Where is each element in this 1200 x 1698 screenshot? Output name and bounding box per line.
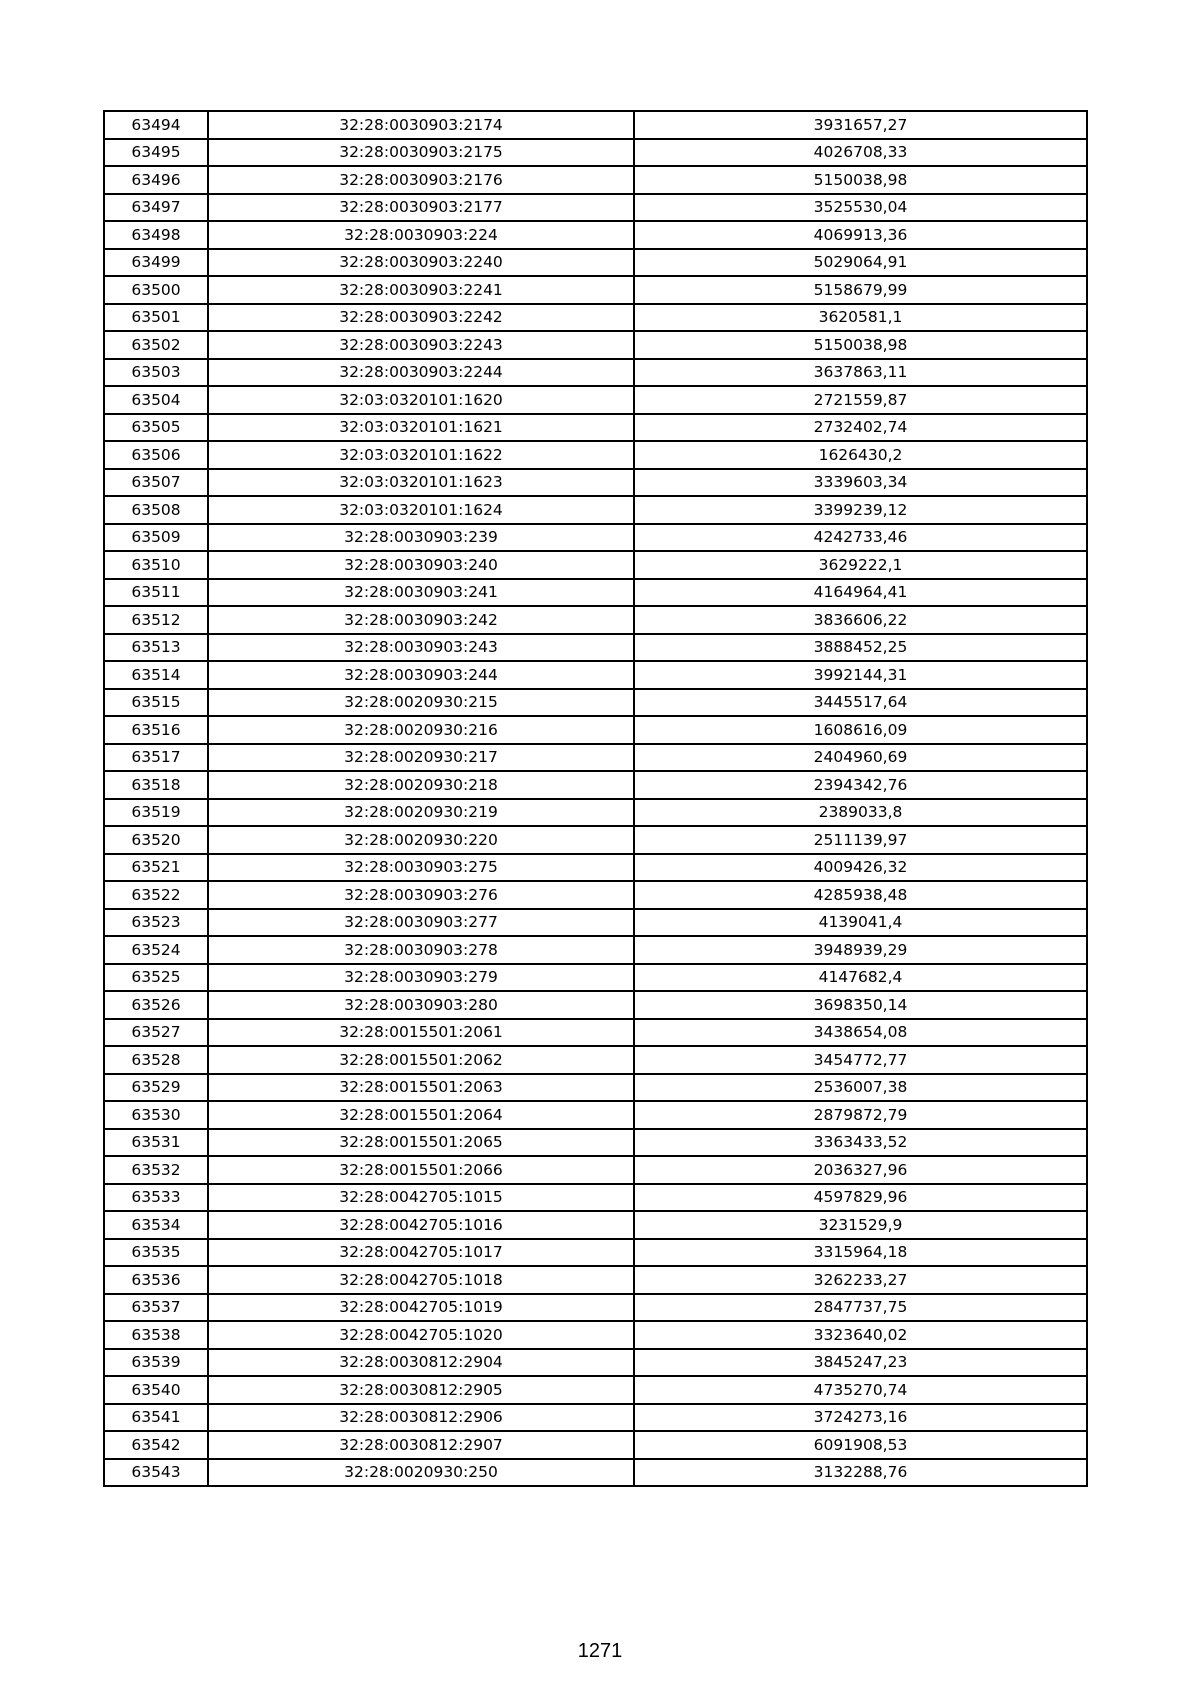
value-cell: 3992144,31 (634, 661, 1087, 689)
value-cell: 3888452,25 (634, 634, 1087, 662)
value-cell: 3262233,27 (634, 1266, 1087, 1294)
page-number: 1271 (577, 1640, 623, 1662)
row-number-cell: 63501 (104, 304, 208, 332)
row-number-cell: 63516 (104, 716, 208, 744)
cadastral-number-cell: 32:28:0030903:280 (208, 991, 634, 1019)
cadastral-number-cell: 32:28:0030903:243 (208, 634, 634, 662)
value-cell: 3845247,23 (634, 1349, 1087, 1377)
table-body (104, 111, 1087, 1486)
table-row (104, 139, 1087, 167)
value-cell: 3339603,34 (634, 469, 1087, 497)
cadastral-number-cell: 32:03:0320101:1622 (208, 441, 634, 469)
row-number-cell: 63519 (104, 799, 208, 827)
table-row (104, 1156, 1087, 1184)
row-number-cell: 63511 (104, 579, 208, 607)
row-number-cell: 63524 (104, 936, 208, 964)
cadastral-number-cell: 32:28:0030903:239 (208, 524, 634, 552)
cadastral-number-cell: 32:28:0042705:1018 (208, 1266, 634, 1294)
cadastral-number-cell: 32:28:0030903:2240 (208, 249, 634, 277)
row-number-cell: 63532 (104, 1156, 208, 1184)
row-number-cell: 63536 (104, 1266, 208, 1294)
row-number-cell: 63507 (104, 469, 208, 497)
row-number-cell: 63522 (104, 881, 208, 909)
value-cell: 3454772,77 (634, 1046, 1087, 1074)
value-cell: 2847737,75 (634, 1294, 1087, 1322)
table-row (104, 716, 1087, 744)
table-row (104, 249, 1087, 277)
cadastral-number-cell: 32:28:0030903:244 (208, 661, 634, 689)
table-row (104, 359, 1087, 387)
value-cell: 4147682,4 (634, 964, 1087, 992)
table-row (104, 524, 1087, 552)
value-cell: 4026708,33 (634, 139, 1087, 167)
cadastral-number-cell: 32:28:0030903:2176 (208, 166, 634, 194)
value-cell: 3724273,16 (634, 1404, 1087, 1432)
row-number-cell: 63504 (104, 386, 208, 414)
cadastral-number-cell: 32:28:0020930:217 (208, 744, 634, 772)
row-number-cell: 63530 (104, 1101, 208, 1129)
row-number-cell: 63528 (104, 1046, 208, 1074)
table-row (104, 1019, 1087, 1047)
table-row (104, 1266, 1087, 1294)
table-row (104, 1376, 1087, 1404)
value-cell: 3836606,22 (634, 606, 1087, 634)
value-cell: 1626430,2 (634, 441, 1087, 469)
table-row (104, 1431, 1087, 1459)
cadastral-number-cell: 32:28:0020930:215 (208, 689, 634, 717)
value-cell: 5150038,98 (634, 166, 1087, 194)
table-row (104, 194, 1087, 222)
row-number-cell: 63502 (104, 331, 208, 359)
row-number-cell: 63509 (104, 524, 208, 552)
cadastral-number-cell: 32:28:0020930:219 (208, 799, 634, 827)
table-row (104, 1074, 1087, 1102)
cadastral-number-cell: 32:28:0015501:2061 (208, 1019, 634, 1047)
table-row (104, 606, 1087, 634)
value-cell: 3525530,04 (634, 194, 1087, 222)
cadastral-number-cell: 32:03:0320101:1624 (208, 496, 634, 524)
cadastral-number-cell: 32:28:0042705:1016 (208, 1211, 634, 1239)
table-row (104, 826, 1087, 854)
row-number-cell: 63534 (104, 1211, 208, 1239)
cadastral-number-cell: 32:28:0030903:2175 (208, 139, 634, 167)
table-row (104, 661, 1087, 689)
value-cell: 2732402,74 (634, 414, 1087, 442)
cadastral-number-cell: 32:28:0030903:224 (208, 221, 634, 249)
cadastral-number-cell: 32:28:0030903:240 (208, 551, 634, 579)
row-number-cell: 63518 (104, 771, 208, 799)
row-number-cell: 63503 (104, 359, 208, 387)
cadastral-number-cell: 32:28:0030903:278 (208, 936, 634, 964)
cadastral-number-cell: 32:28:0020930:218 (208, 771, 634, 799)
row-number-cell: 63505 (104, 414, 208, 442)
cadastral-number-cell: 32:28:0030903:276 (208, 881, 634, 909)
data-table (103, 110, 1088, 1487)
value-cell: 3323640,02 (634, 1321, 1087, 1349)
table-row (104, 799, 1087, 827)
row-number-cell: 63508 (104, 496, 208, 524)
table-row (104, 331, 1087, 359)
row-number-cell: 63496 (104, 166, 208, 194)
table-row (104, 1184, 1087, 1212)
row-number-cell: 63541 (104, 1404, 208, 1432)
table-row (104, 881, 1087, 909)
table-row (104, 1404, 1087, 1432)
table-row (104, 1129, 1087, 1157)
row-number-cell: 63514 (104, 661, 208, 689)
cadastral-number-cell: 32:28:0015501:2064 (208, 1101, 634, 1129)
table-row (104, 551, 1087, 579)
table-row (104, 386, 1087, 414)
row-number-cell: 63494 (104, 111, 208, 139)
value-cell: 3132288,76 (634, 1459, 1087, 1487)
cadastral-number-cell: 32:28:0042705:1015 (208, 1184, 634, 1212)
value-cell: 2036327,96 (634, 1156, 1087, 1184)
row-number-cell: 63506 (104, 441, 208, 469)
cadastral-number-cell: 32:28:0030903:2243 (208, 331, 634, 359)
row-number-cell: 63533 (104, 1184, 208, 1212)
value-cell: 3629222,1 (634, 551, 1087, 579)
row-number-cell: 63526 (104, 991, 208, 1019)
value-cell: 3445517,64 (634, 689, 1087, 717)
cadastral-number-cell: 32:28:0030903:2174 (208, 111, 634, 139)
row-number-cell: 63510 (104, 551, 208, 579)
cadastral-number-cell: 32:28:0030903:241 (208, 579, 634, 607)
value-cell: 3620581,1 (634, 304, 1087, 332)
cadastral-number-cell: 32:28:0030903:2241 (208, 276, 634, 304)
cadastral-number-cell: 32:28:0030903:2242 (208, 304, 634, 332)
cadastral-number-cell: 32:28:0030903:2177 (208, 194, 634, 222)
value-cell: 4285938,48 (634, 881, 1087, 909)
value-cell: 4164964,41 (634, 579, 1087, 607)
value-cell: 3363433,52 (634, 1129, 1087, 1157)
row-number-cell: 63525 (104, 964, 208, 992)
table-row (104, 469, 1087, 497)
table-row (104, 1101, 1087, 1129)
row-number-cell: 63539 (104, 1349, 208, 1377)
row-number-cell: 63500 (104, 276, 208, 304)
table-row (104, 964, 1087, 992)
row-number-cell: 63531 (104, 1129, 208, 1157)
table-row (104, 991, 1087, 1019)
cadastral-number-cell: 32:28:0030812:2905 (208, 1376, 634, 1404)
table-row (104, 111, 1087, 139)
value-cell: 3315964,18 (634, 1239, 1087, 1267)
table-row (104, 1459, 1087, 1487)
table-row (104, 1046, 1087, 1074)
value-cell: 3438654,08 (634, 1019, 1087, 1047)
row-number-cell: 63538 (104, 1321, 208, 1349)
table-row (104, 744, 1087, 772)
row-number-cell: 63540 (104, 1376, 208, 1404)
row-number-cell: 63515 (104, 689, 208, 717)
row-number-cell: 63495 (104, 139, 208, 167)
value-cell: 3698350,14 (634, 991, 1087, 1019)
cadastral-number-cell: 32:28:0015501:2063 (208, 1074, 634, 1102)
cadastral-number-cell: 32:28:0042705:1017 (208, 1239, 634, 1267)
table-row (104, 1211, 1087, 1239)
row-number-cell: 63535 (104, 1239, 208, 1267)
value-cell: 5150038,98 (634, 331, 1087, 359)
value-cell: 4009426,32 (634, 854, 1087, 882)
row-number-cell: 63527 (104, 1019, 208, 1047)
value-cell: 2536007,38 (634, 1074, 1087, 1102)
cadastral-number-cell: 32:03:0320101:1620 (208, 386, 634, 414)
row-number-cell: 63542 (104, 1431, 208, 1459)
cadastral-number-cell: 32:28:0030812:2906 (208, 1404, 634, 1432)
cadastral-number-cell: 32:28:0015501:2066 (208, 1156, 634, 1184)
table-row (104, 304, 1087, 332)
value-cell: 3637863,11 (634, 359, 1087, 387)
table-row (104, 441, 1087, 469)
row-number-cell: 63498 (104, 221, 208, 249)
table-row (104, 221, 1087, 249)
cadastral-number-cell: 32:28:0015501:2065 (208, 1129, 634, 1157)
value-cell: 6091908,53 (634, 1431, 1087, 1459)
value-cell: 5158679,99 (634, 276, 1087, 304)
table-row (104, 496, 1087, 524)
value-cell: 2511139,97 (634, 826, 1087, 854)
table-row (104, 771, 1087, 799)
value-cell: 2394342,76 (634, 771, 1087, 799)
table-row (104, 634, 1087, 662)
row-number-cell: 63523 (104, 909, 208, 937)
cadastral-number-cell: 32:28:0042705:1020 (208, 1321, 634, 1349)
value-cell: 3399239,12 (634, 496, 1087, 524)
cadastral-number-cell: 32:28:0030903:277 (208, 909, 634, 937)
table-row (104, 414, 1087, 442)
row-number-cell: 63537 (104, 1294, 208, 1322)
value-cell: 4139041,4 (634, 909, 1087, 937)
cadastral-number-cell: 32:28:0020930:250 (208, 1459, 634, 1487)
cadastral-number-cell: 32:03:0320101:1623 (208, 469, 634, 497)
value-cell: 4242733,46 (634, 524, 1087, 552)
row-number-cell: 63497 (104, 194, 208, 222)
row-number-cell: 63543 (104, 1459, 208, 1487)
row-number-cell: 63512 (104, 606, 208, 634)
table-row (104, 1349, 1087, 1377)
cadastral-number-cell: 32:28:0030812:2904 (208, 1349, 634, 1377)
cadastral-number-cell: 32:03:0320101:1621 (208, 414, 634, 442)
cadastral-number-cell: 32:28:0030903:279 (208, 964, 634, 992)
row-number-cell: 63499 (104, 249, 208, 277)
value-cell: 1608616,09 (634, 716, 1087, 744)
cadastral-number-cell: 32:28:0030903:275 (208, 854, 634, 882)
value-cell: 4735270,74 (634, 1376, 1087, 1404)
value-cell: 2879872,79 (634, 1101, 1087, 1129)
cadastral-number-cell: 32:28:0030903:2244 (208, 359, 634, 387)
table-row (104, 854, 1087, 882)
value-cell: 3931657,27 (634, 111, 1087, 139)
row-number-cell: 63517 (104, 744, 208, 772)
table-row (104, 689, 1087, 717)
cadastral-number-cell: 32:28:0020930:220 (208, 826, 634, 854)
value-cell: 4069913,36 (634, 221, 1087, 249)
table-row (104, 276, 1087, 304)
row-number-cell: 63529 (104, 1074, 208, 1102)
table-row (104, 936, 1087, 964)
value-cell: 4597829,96 (634, 1184, 1087, 1212)
cadastral-number-cell: 32:28:0015501:2062 (208, 1046, 634, 1074)
table-row (104, 166, 1087, 194)
row-number-cell: 63513 (104, 634, 208, 662)
value-cell: 2721559,87 (634, 386, 1087, 414)
cadastral-number-cell: 32:28:0030812:2907 (208, 1431, 634, 1459)
value-cell: 3231529,9 (634, 1211, 1087, 1239)
value-cell: 5029064,91 (634, 249, 1087, 277)
value-cell: 2404960,69 (634, 744, 1087, 772)
table-row (104, 1321, 1087, 1349)
cadastral-number-cell: 32:28:0030903:242 (208, 606, 634, 634)
cadastral-number-cell: 32:28:0042705:1019 (208, 1294, 634, 1322)
table-row (104, 1239, 1087, 1267)
row-number-cell: 63521 (104, 854, 208, 882)
table-row (104, 909, 1087, 937)
row-number-cell: 63520 (104, 826, 208, 854)
value-cell: 2389033,8 (634, 799, 1087, 827)
cadastral-number-cell: 32:28:0020930:216 (208, 716, 634, 744)
table-row (104, 579, 1087, 607)
value-cell: 3948939,29 (634, 936, 1087, 964)
table-row (104, 1294, 1087, 1322)
